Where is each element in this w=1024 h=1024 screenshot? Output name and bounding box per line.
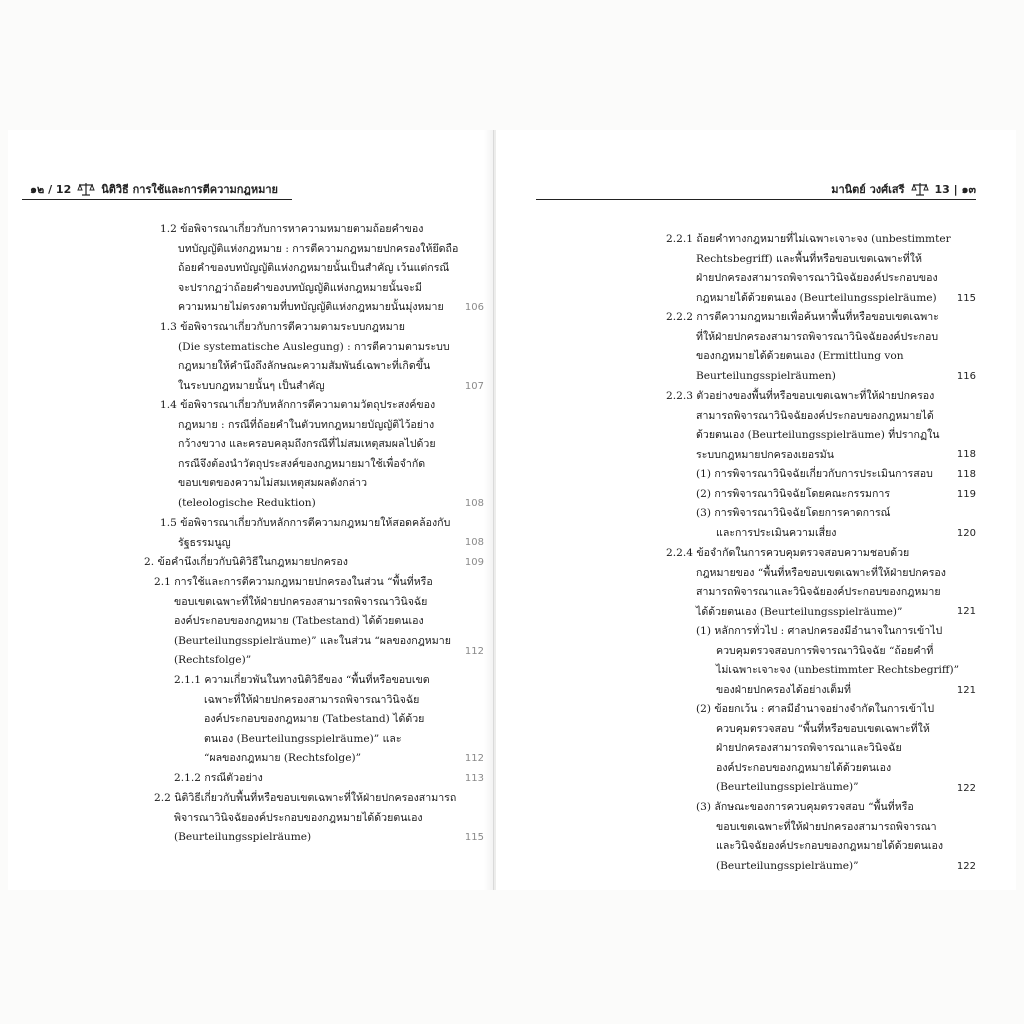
toc-line: กฎหมาย : กรณีที่ถ้อยคำในตัวบทกฎหมายบัญญัติไว้อย่าง (178, 418, 435, 431)
toc-page-number: 118 (956, 469, 976, 480)
toc-page-number: 106 (464, 302, 484, 313)
toc-page-number: 112 (464, 753, 484, 764)
toc-line: 2.2 นิติวิธีเกี่ยวกับพื้นที่หรือขอบเขตเฉพาะที่ให้ฝ่ายปกครองสามารถ (154, 792, 457, 804)
toc-line: 2.1 การใช้และการตีความกฎหมายปกครองในส่วน “พื้นที่หรือ (154, 576, 433, 588)
toc-line: ขอบเขตเฉพาะที่ให้ฝ่ายปกครองสามารถพิจารณา (716, 820, 937, 833)
toc-page-number: 119 (956, 489, 976, 500)
toc-line: องค์ประกอบของกฎหมายได้ด้วยตนเอง (716, 761, 892, 774)
toc-entry-2-2-1 (666, 230, 951, 308)
toc-entry-2-2-4-3 (696, 798, 948, 876)
left-page-header (30, 180, 278, 198)
toc-line: องค์ประกอบของกฎหมาย (Tatbestand) ได้ด้วยตนเอง (174, 615, 424, 628)
toc-line: พิจารณาวินิจฉัยองค์ประกอบของกฎหมายได้ด้วยตนเอง (174, 811, 423, 824)
toc-line: 2.2.4 ข้อจำกัดในการควบคุมตรวจสอบความชอบด้วย (666, 547, 910, 559)
toc-entry-2-2-3-2 (696, 485, 948, 505)
toc-line: 1.5 ข้อพิจารณาเกี่ยวกับหลักการตีความกฎหมายให้สอดคล้องกับ (160, 517, 451, 529)
toc-entry-2-2-4-1 (696, 622, 959, 700)
toc-entry-2-2-4-2 (696, 700, 948, 798)
toc-line: กฎหมายของ “พื้นที่หรือขอบเขตเฉพาะที่ให้ฝ่ายปกครอง (696, 566, 946, 579)
toc-entry-2-2-3-3 (696, 504, 948, 543)
toc-line: ฝ่ายปกครองสามารถพิจารณาและวินิจฉัย (716, 742, 902, 755)
toc-line: 2.1.1 ความเกี่ยวพันในทางนิติวิธีของ “พื้นที่หรือขอบเขต (174, 674, 430, 686)
toc-line: (1) การพิจารณาวินิจฉัยเกี่ยวกับการประเมินการสอบ (696, 468, 933, 480)
toc-line: และการประเมินความเสี่ยง (716, 526, 837, 539)
toc-line: (2) ข้อยกเว้น : ศาลมีอำนาจอย่างจำกัดในการเข้าไป (696, 703, 935, 715)
toc-line: ควบคุมตรวจสอบการพิจารณาวินิจฉัย “ถ้อยคำที่ (716, 644, 934, 657)
toc-line: (Die systematische Auslegung) : การตีความตามระบบ (178, 340, 450, 353)
toc-entry-2-2-3-1 (696, 465, 948, 485)
toc-line: ของฝ่ายปกครองได้อย่างเต็มที่ (716, 683, 851, 696)
toc-line: ขอบเขตเฉพาะที่ให้ฝ่ายปกครองสามารถพิจารณาวินิจฉัย (174, 595, 428, 608)
toc-line: องค์ประกอบของกฎหมาย (Tatbestand) ได้ด้วย (204, 713, 425, 726)
toc-page-number: 120 (956, 528, 976, 539)
toc-line: กว้างขวาง และครอบคลุมถึงกรณีที่ไม่สมเหตุสมผลไปด้วย (178, 438, 436, 451)
toc-line: (teleologische Reduktion) (178, 496, 316, 509)
toc-page-number: 121 (956, 685, 976, 696)
left-page-number: ๑๒ / 12 (30, 183, 72, 196)
toc-line: (Beurteilungsspielräume) (174, 831, 312, 844)
toc-page-number: 115 (956, 293, 976, 304)
toc-line: รัฐธรรมนูญ (178, 536, 231, 549)
toc-line: 1.2 ข้อพิจารณาเกี่ยวกับการหาความหมายตามถ้อยคำของ (160, 223, 424, 235)
right-page-header (831, 180, 976, 198)
toc-page-number: 121 (956, 606, 976, 617)
toc-line: Rechtsbegriff) และพื้นที่หรือขอบเขตเฉพาะที่ให้ (696, 252, 922, 265)
header-rule (536, 199, 976, 200)
toc-page-number: 122 (956, 861, 976, 872)
toc-line: ควบคุมตรวจสอบ “พื้นที่หรือขอบเขตเฉพาะที่ให้ (716, 722, 930, 735)
toc-line: ความหมายไม่ตรงตามที่บทบัญญัติแห่งกฎหมายนั้นมุ่งหมาย (178, 301, 444, 314)
right-page-author: มานิตย์ วงศ์เสรี (831, 183, 905, 196)
toc-line: ถ้อยคำของบทบัญญัติแห่งกฎหมายนั้นเป็นสำคัญ เว้นแต่กรณี (178, 262, 450, 275)
toc-line: ที่ให้ฝ่ายปกครองสามารถพิจารณาวินิจฉัยองค์ประกอบ (696, 330, 939, 343)
toc-line: Beurteilungsspielräumen) (696, 369, 836, 382)
toc-line: (3) ลักษณะของการควบคุมตรวจสอบ “พื้นที่หรือ (696, 801, 914, 813)
toc-page-number: 112 (464, 646, 484, 657)
toc-entry-1-5 (160, 514, 452, 553)
toc-entry-2-2-2 (666, 308, 948, 386)
toc-line: กฎหมายได้ด้วยตนเอง (Beurteilungsspielräume) (696, 291, 937, 304)
toc-entry-2 (144, 553, 454, 573)
toc-entry-2-1-1 (174, 671, 454, 769)
toc-page-number: 108 (464, 537, 484, 548)
toc-line: (Beurteilungsspielräume)” (716, 859, 859, 872)
toc-page-number: 108 (464, 498, 484, 509)
scales-of-justice-icon (77, 182, 95, 196)
toc-entry-2-2-3 (666, 387, 948, 465)
toc-line: ฝ่ายปกครองสามารถพิจารณาวินิจฉัยองค์ประกอบของ (696, 272, 938, 285)
toc-line: 2. ข้อคำนึงเกี่ยวกับนิติวิธีในกฎหมายปกครอง (144, 556, 348, 568)
toc-line: ระบบกฎหมายปกครองเยอรมัน (696, 448, 835, 461)
toc-entry-2-1 (154, 573, 454, 671)
toc-line: และวินิจฉัยองค์ประกอบของกฎหมายได้ด้วยตนเอง (716, 840, 944, 853)
toc-line: จะปรากฏว่าถ้อยคำของบทบัญญัติแห่งกฎหมายนั้นจะมี (178, 281, 422, 294)
right-page-number: 13 | ๑๓ (934, 183, 976, 196)
toc-line: 1.4 ข้อพิจารณาเกี่ยวกับหลักการตีความตามวัตถุประสงค์ของ (160, 399, 436, 411)
toc-line: 2.1.2 กรณีตัวอย่าง (174, 772, 263, 784)
toc-line: 2.2.3 ตัวอย่างของพื้นที่หรือขอบเขตเฉพาะที่ให้ฝ่ายปกครอง (666, 390, 935, 402)
toc-line: (2) การพิจารณาวินิจฉัยโดยคณะกรรมการ (696, 488, 891, 500)
header-rule (22, 199, 292, 200)
toc-line: เฉพาะที่ให้ฝ่ายปกครองสามารถพิจารณาวินิจฉัย (204, 693, 420, 706)
right-page (496, 130, 1016, 890)
scales-of-justice-icon (911, 182, 929, 196)
toc-line: ด้วยตนเอง (Beurteilungsspielräume) ที่ปรากฏใน (696, 429, 940, 442)
toc-page-number: 116 (956, 371, 976, 382)
toc-line: กฎหมายให้คำนึงถึงลักษณะความสัมพันธ์เฉพาะที่เกิดขึ้น (178, 360, 431, 373)
toc-line: สามารถพิจารณาวินิจฉัยองค์ประกอบของกฎหมายได้ (696, 409, 934, 422)
toc-line: 2.2.1 ถ้อยคำทางกฎหมายที่ไม่เฉพาะเจาะจง (unbestimmter (666, 233, 951, 245)
toc-entry-1-2 (160, 220, 459, 318)
left-page-running-title: นิติวิธี การใช้และการตีความกฎหมาย (101, 183, 278, 196)
toc-line: 2.2.2 การตีความกฎหมายเพื่อค้นหาพื้นที่หรือขอบเขตเฉพาะ (666, 311, 939, 323)
toc-line: ของกฎหมายได้ด้วยตนเอง (Ermittlung von (696, 350, 904, 363)
toc-entry-1-4 (160, 396, 452, 514)
toc-line: ได้ด้วยตนเอง (Beurteilungsspielräume)” (696, 605, 903, 618)
toc-line: (Beurteilungsspielräume)” (716, 781, 859, 794)
toc-entry-1-3 (160, 318, 452, 396)
toc-line: ไม่เฉพาะเจาะจง (unbestimmter Rechtsbegriff)” (716, 664, 959, 677)
toc-line: ตนเอง (Beurteilungsspielräume)” และ (204, 732, 402, 745)
toc-page-number: 107 (464, 381, 484, 392)
left-page (8, 130, 494, 890)
toc-page-number: 122 (956, 783, 976, 794)
toc-line: 1.3 ข้อพิจารณาเกี่ยวกับการตีความตามระบบกฎหมาย (160, 321, 405, 333)
toc-entry-2-2-4 (666, 544, 948, 622)
toc-page-number: 109 (464, 557, 484, 568)
toc-page-number: 118 (956, 449, 976, 460)
toc-page-number: 115 (464, 832, 484, 843)
toc-line: ขอบเขตของความไม่สมเหตุสมผลดังกล่าว (178, 477, 368, 490)
toc-line: “ผลของกฎหมาย (Rechtsfolge)” (204, 752, 362, 765)
toc-line: กรณีจึงต้องนำวัตถุประสงค์ของกฎหมายมาใช้เพื่อจำกัด (178, 457, 426, 470)
toc-line: บทบัญญัติแห่งกฎหมาย : การตีความกฎหมายปกครองให้ยึดถือ (178, 242, 459, 255)
toc-line: (Beurteilungsspielräume)” และในส่วน “ผลของกฎหมาย (174, 634, 451, 647)
toc-line: ในระบบกฎหมายนั้นๆ เป็นสำคัญ (178, 379, 325, 392)
toc-line: (Rechtsfolge)” (174, 654, 252, 667)
toc-entry-2-2 (154, 789, 457, 848)
toc-line: สามารถพิจารณาและวินิจฉัยองค์ประกอบของกฎหมาย (696, 586, 941, 599)
toc-page-number: 113 (464, 773, 484, 784)
toc-line: (1) หลักการทั่วไป : ศาลปกครองมีอำนาจในการเข้าไป (696, 625, 943, 637)
toc-line: (3) การพิจารณาวินิจฉัยโดยการคาดการณ์ (696, 507, 891, 519)
toc-entry-2-1-2 (174, 769, 454, 789)
